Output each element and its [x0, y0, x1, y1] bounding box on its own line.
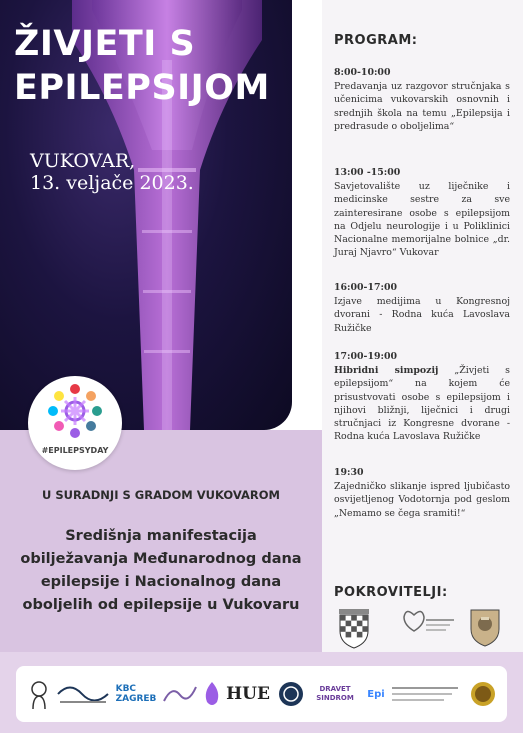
people-circle-icon — [28, 376, 122, 446]
partner-seal-icon — [276, 679, 306, 709]
program-item — [334, 281, 510, 335]
program-item — [334, 66, 510, 133]
partner-text-logo — [392, 679, 462, 709]
flame-logo-icon — [202, 679, 222, 709]
partner-logo-icon — [26, 679, 52, 709]
event-place-date — [30, 150, 194, 194]
sponsors-heading: POKROVITELJI: — [334, 585, 448, 600]
program-text: Savjetovalište uz liječnike i medicinske sestre za sve zainteresirane osobe s epilepsijom na Odjelu neurologije i u Poliklinici Nacionalne memorijalne bolnice „dr. Juraj Njavro“ Vukovar — [334, 181, 510, 259]
event-headline: Središnja manifestacija obilježavanja Međunarodnog dana epilepsije i Nacionalnog dana oboljelih od epilepsije u Vukovaru — [20, 528, 302, 613]
program-heading: PROGRAM: — [334, 33, 418, 48]
program-time: 17:00-19:00 — [334, 351, 397, 362]
program-text: „Živjeti s epilepsijom“ na kojem će prisustvovati osobe s epilepsijom i njihovi bližnji, liječnici i drugi stručnjaci iz Kongresne dvorane - Rodna kuća Lavoslava Ružičke — [334, 365, 510, 443]
program-item — [334, 350, 510, 443]
title-line-2: EPILEPSIJOM — [14, 68, 270, 108]
kbc-logo-text: KBC ZAGREB — [115, 684, 157, 704]
partner-logos-strip — [16, 666, 507, 722]
program-time: 8:00-10:00 — [334, 67, 391, 78]
ministry-logo-icon — [400, 607, 456, 647]
epi-logo: Epi — [367, 688, 385, 700]
croatia-coat-of-arms-icon — [336, 607, 372, 649]
event-city: VUKOVAR, — [30, 150, 136, 172]
vukovar-coat-of-arms-icon — [468, 607, 502, 647]
partner-logo-icon — [56, 679, 112, 709]
program-text: Zajedničko slikanje ispred ljubičasto osvijetljenog Vodotornja pod geslom „Nemamo se čega sramiti!“ — [334, 481, 510, 519]
program-item — [334, 166, 510, 259]
title-line-1: ŽIVJETI S — [14, 24, 196, 64]
program-time: 16:00-17:00 — [334, 282, 397, 293]
partner-round-logo-icon — [468, 679, 498, 709]
event-date: 13. veljače 2023. — [30, 172, 194, 194]
program-text: Predavanja uz razgovor stručnjaka s učenicima vukovarskih osnovnih i srednjih škola na temu „Epilepsija i predrasude o oboljelima“ — [334, 81, 510, 132]
program-bold-lead: Hibridni simpozij — [334, 365, 439, 377]
epilepsy-day-logo — [28, 376, 122, 470]
program-item — [334, 466, 510, 520]
hue-logo: HUE — [226, 684, 270, 704]
collaboration-line: U SURADNJI S GRADOM VUKOVAROM — [42, 488, 280, 502]
program-time: 13:00 -15:00 — [334, 167, 401, 178]
program-time: 19:30 — [334, 467, 364, 478]
kbc-zagreb-logo — [116, 679, 156, 709]
program-text: Izjave medijima u Kongresnoj dvorani - Rodna kuća Lavoslava Ružičke — [334, 296, 510, 334]
poster-title — [14, 22, 304, 110]
hashtag-label: #EPILEPSYDAY — [41, 446, 109, 455]
partner-logo-icon — [160, 679, 200, 709]
dravet-logo: DRAVET SINDROM — [316, 685, 354, 702]
